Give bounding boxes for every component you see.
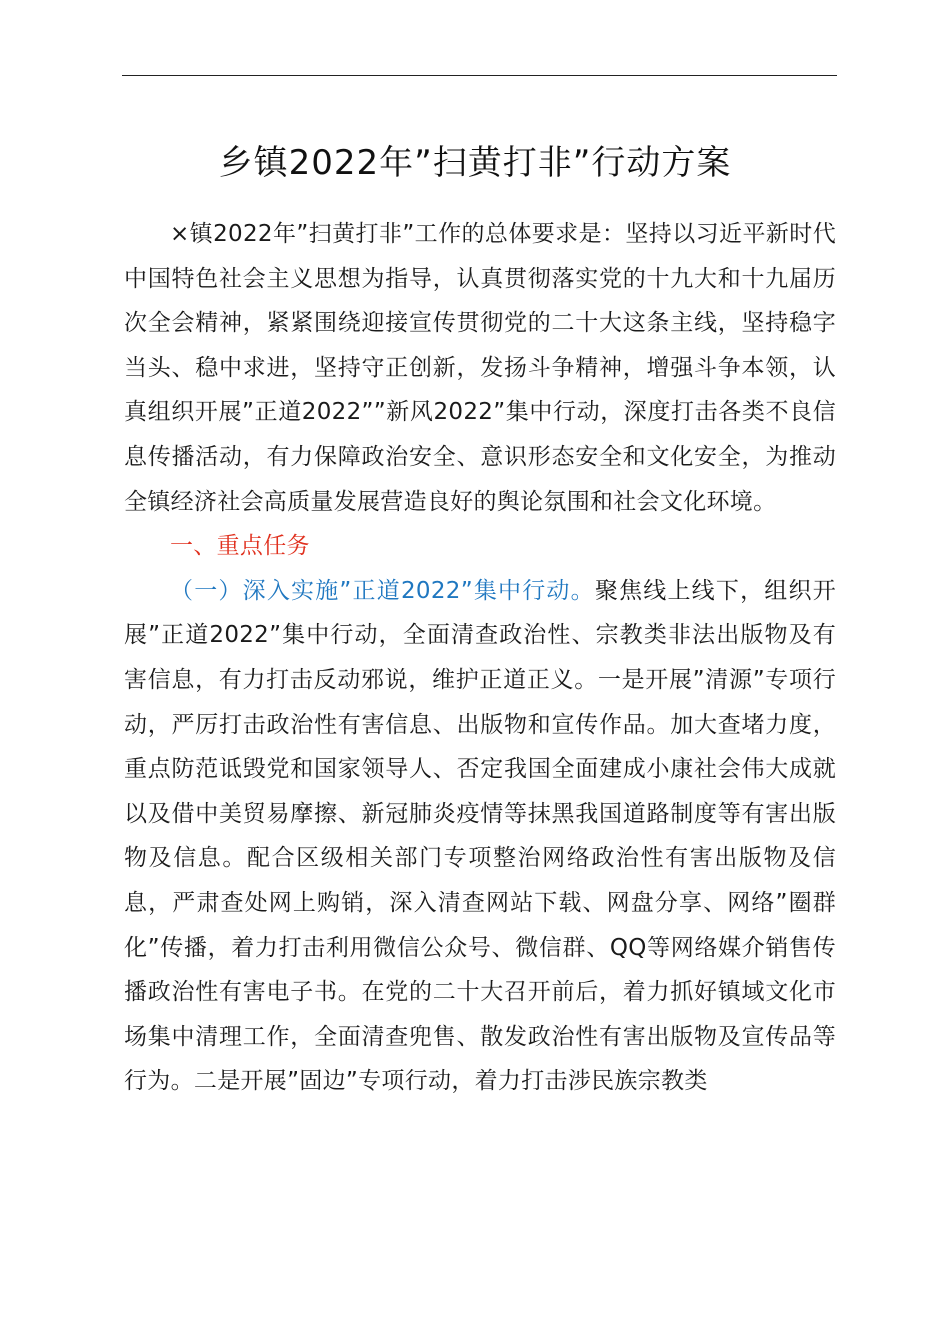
- subsection-heading: （一）深入实施”正道2022”集中行动。: [170, 577, 595, 604]
- document-title: 乡镇2022年”扫黄打非”行动方案: [218, 143, 732, 183]
- subsection-paragraph: [124, 569, 836, 1104]
- document-body: [124, 212, 836, 1104]
- intro-paragraph: ×镇2022年”扫黄打非”工作的总体要求是：坚持以习近平新时代中国特色社会主义思想为指导，认真贯彻落实党的十九大和十九届历次全会精神，紧紧围绕迎接宣传贯彻党的二十大这条主线，坚持稳字当头、稳中求进，坚持守正创新，发扬斗争精神，增强斗争本领，认真组织开展”正道2022””新风2022”集中行动，深度打击各类不良信息传播活动，有力保障政治安全、意识形态安全和文化安全，为推动全镇经济社会高质量发展营造良好的舆论氛围和社会文化环境。: [124, 221, 836, 515]
- header-rule: [122, 75, 837, 76]
- subsection-body: 聚焦线上线下，组织开展”正道2022”集中行动，全面清查政治性、宗教类非法出版物及有害信息，有力打击反动邪说，维护正道正义。一是开展”清源”专项行动，严厉打击政治性有害信息、出版物和宣传作品。加大查堵力度，重点防范诋毁党和国家领导人、否定我国全面建成小康社会伟大成就以及借中美贸易摩擦、新冠肺炎疫情等抹黑我国道路制度等有害出版物及信息。配合区级相关部门专项整治网络政治性有害出版物及信息，严肃查处网上购销，深入清查网站下载、网盘分享、网络”圈群化”传播，着力打击利用微信公众号、微信群、QQ等网络媒介销售传播政治性有害电子书。在党的二十大召开前后，着力抓好镇域文化市场集中清理工作，全面清查兜售、散发政治性有害出版物及宣传品等行为。二是开展”固边”专项行动，着力打击涉民族宗教类: [124, 577, 837, 1095]
- section-heading: 一、重点任务: [170, 533, 310, 560]
